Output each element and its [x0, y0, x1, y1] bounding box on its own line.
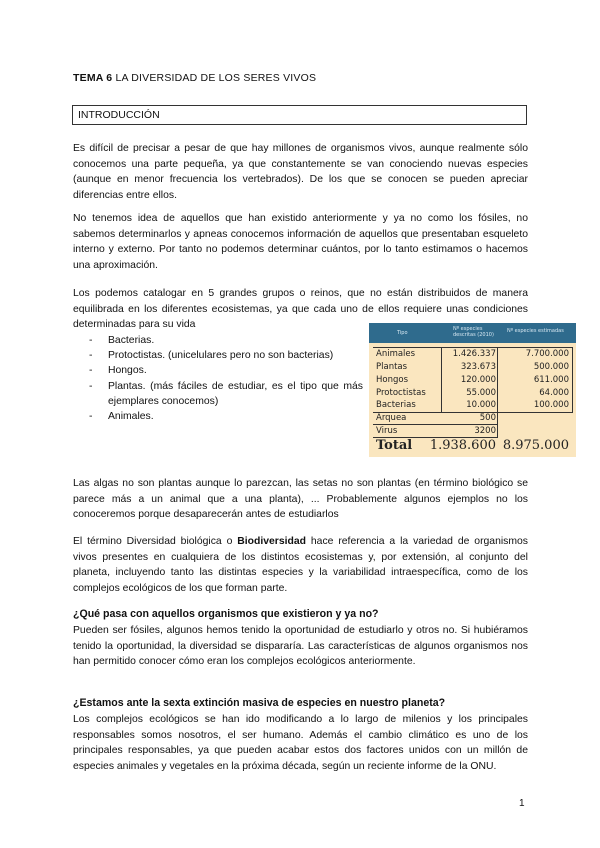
biodiversidad-term: Biodiversidad	[237, 536, 306, 547]
list-item: - Hongos.	[89, 365, 147, 377]
page-title	[73, 72, 316, 84]
paragraph-1: Es difícil de precisar a pesar de que hay millones de organismos vivos, aunque realmente sólo conocemos una parte pequeña, ya que constantemente se van conociendo nuevas especies (aunque en menor frecuencia los vertebrados). De los que se conocen se pueden apreciar diferencias entre ellos.	[73, 143, 528, 201]
page-number: 1	[519, 798, 525, 809]
paragraph-3: Los podemos catalogar en 5 grandes grupos o reinos, que no están distribuidos de manera equilibrada en los diferentes ecosistemas, ya que cada uno de ellos requiere unas condiciones determinadas para su vida	[73, 288, 528, 330]
species-table-header	[369, 323, 576, 343]
header-tipo: Tipo	[397, 330, 408, 336]
list-item: - Plantas. (más fáciles de estudiar, es el tipo que más ejemplares conocemos)	[89, 380, 363, 407]
question-1-heading: ¿Qué pasa con aquellos organismos que existieron y ya no?	[73, 608, 379, 620]
intro-heading: INTRODUCCIÓN	[78, 109, 160, 121]
list-item: - Protoctistas. (unicelulares pero no son bacterias)	[89, 350, 334, 362]
paragraph-5: El término Diversidad biológica o Biodiversidad hace referencia a la variedad de organismos vivos presentes en cualquiera de los distintos ecosistemas y, por extensión, al conjunto del planeta, incluyendo tanto las distintas especies y la variabilidad intraespecífica, como de los complejos ecológicos de los que forman parte.	[73, 536, 529, 594]
question-2-heading: ¿Estamos ante la sexta extinción masiva de especies en nuestro planeta?	[73, 697, 446, 709]
tema-title: LA DIVERSIDAD DE LOS SERES VIVOS	[115, 72, 317, 84]
header-descritas: Nº especies descritas (2010)	[453, 326, 494, 338]
kingdom-list	[73, 333, 363, 424]
header-estimadas: Nº especies estimadas	[507, 328, 564, 334]
species-table: Tipo Nº especies descritas (2010) Nº especies estimadas Animales 1.426.337 7.700.000 Plantas 323.673 500.000 Hongos 120.000 611.000 Protoctistas 55.000 64.000 Bacterias 10.000 100.000 Arquea 500 Virus 3200 Total 1.938.600 8.975.000	[369, 323, 576, 457]
answer-2: Los complejos ecológicos se han ido modificando a lo largo de milenios y los principales responsables somos nosotros, el ser humano. Además el cambio climático es uno de los principales responsables, ya que pueden acabar estos dos factores unidos con un millón de especies animales y vegetales en la próxima década, según un reciente informe de la ONU.	[73, 714, 528, 772]
tema-label: TEMA 6	[73, 72, 113, 84]
answer-1: Pueden ser fósiles, algunos hemos tenido la oportunidad de estudiarlo y otros no. Si hubiéramos tenido la oportunidad, la diversidad se dispararía. Las características de algunos organismos nos han permitido conocer cómo eran los complejos ecológicos anteriormente.	[73, 625, 528, 667]
list-item: - Bacterias.	[89, 335, 155, 346]
paragraph-4: Las algas no son plantas aunque lo parezcan, las setas no son plantas (en término biológico se parece más a un animal que a una planta), ... Probablemente algunos ejemplos no los conoceremos porque desaparecerán antes de estudiarlos	[73, 478, 528, 520]
intro-heading-box	[72, 105, 527, 125]
list-item: - Animales.	[89, 411, 154, 423]
paragraph-2: No tenemos idea de aquellos que han existido anteriormente y ya no como los fósiles, no sabemos determinarlos y apneas conocemos información de aquellos que presentaban esqueleto interno y externo. Por tanto no podemos determinar cuántos, por lo tanto estimamos o hacemos una aproximación.	[73, 213, 528, 271]
